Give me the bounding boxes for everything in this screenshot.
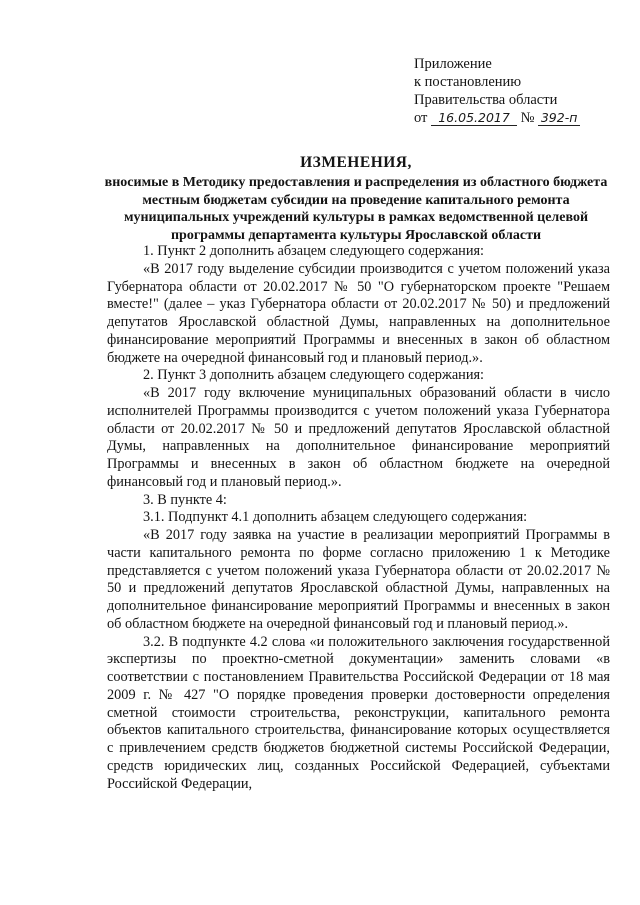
appendix-line-2: к постановлению <box>414 74 522 90</box>
paragraph-1: 1. Пункт 2 дополнить абзацем следующего содержания: <box>143 243 485 259</box>
paragraph-8: 3.2. В подпункте 4.2 слова «и положительного заключения государственной экспертизы по проектно-сметной документации» заменить словами «в соответствии с постановлением Правительства Российской Федерации от 18 мая 2009 г. № 427 "О порядке проведения проверки достоверности определения сметной стоимости строительства, реконструкции, капитального ремонта объектов капитального строительства, финансирование которых осуществляется с привлечением средств бюджетов бюджетной системы Российской Федерации, средств юридических лиц, созданных Российской Федерацией, субъектами Российской Федерации, <box>107 633 610 792</box>
appendix-line-3: Правительства области <box>414 92 558 108</box>
handwritten-number: 392-п <box>538 111 580 126</box>
paragraph-7: «В 2017 году заявка на участие в реализации мероприятий Программы в части капитального ремонта по форме согласно приложению 1 к Методике представляется с учетом положений указа Губернатора области от 20.02.2017 № 50 и предложений депутатов Ярославской областной Думы, направленных на дополнительное финансирование мероприятий Программы и внесенных в закон об областном бюджете на очередной финансовый год и плановый период.». <box>107 527 610 632</box>
paragraph-6: 3.1. Подпункт 4.1 дополнить абзацем следующего содержания: <box>143 509 528 526</box>
document-body <box>107 243 610 793</box>
title-heading: ИЗМЕНЕНИЯ, <box>300 154 412 171</box>
document-title <box>96 153 616 244</box>
appendix-block <box>414 55 614 127</box>
number-label: № <box>520 110 535 126</box>
paragraph-4: «В 2017 году включение муниципальных образований области в число исполнителей Программы производится с учетом положений указа Губернатора области от 20.02.2017 № 50 и предложений депутатов Ярославской областной Думы, направленных на дополнительное финансирование мероприятий Программы и внесенных в закон об областном бюджете на очередной финансовый год и плановый период.». <box>107 385 610 490</box>
paragraph-3: 2. Пункт 3 дополнить абзацем следующего содержания: <box>143 367 485 384</box>
appendix-line-1: Приложение <box>414 56 492 72</box>
from-label: от <box>414 110 428 126</box>
paragraph-2: «В 2017 году выделение субсидии производится с учетом положений указа Губернатора области от 20.02.2017 № 50 "О губернаторском проекте "Решаем вместе!" (далее – указ Губернатора области от 20.02.2017 № 50) и предложений депутатов Ярославской областной Думы, направленных на дополнительное финансирование мероприятий Программы и внесенных в закон об областном бюджете на очередной финансовый год и плановый период.». <box>107 260 610 366</box>
title-subheading: вносимые в Методику предоставления и распределения из областного бюджета местным бюджетам субсидии на проведение капитального ремонта муниципальных учреждений культуры в рамках ведомственной целевой программы департамента культуры Ярославской области <box>104 175 608 243</box>
appendix-date-line <box>414 109 614 127</box>
handwritten-date: 16.05.2017 <box>431 111 517 126</box>
paragraph-5: 3. В пункте 4: <box>143 491 227 508</box>
